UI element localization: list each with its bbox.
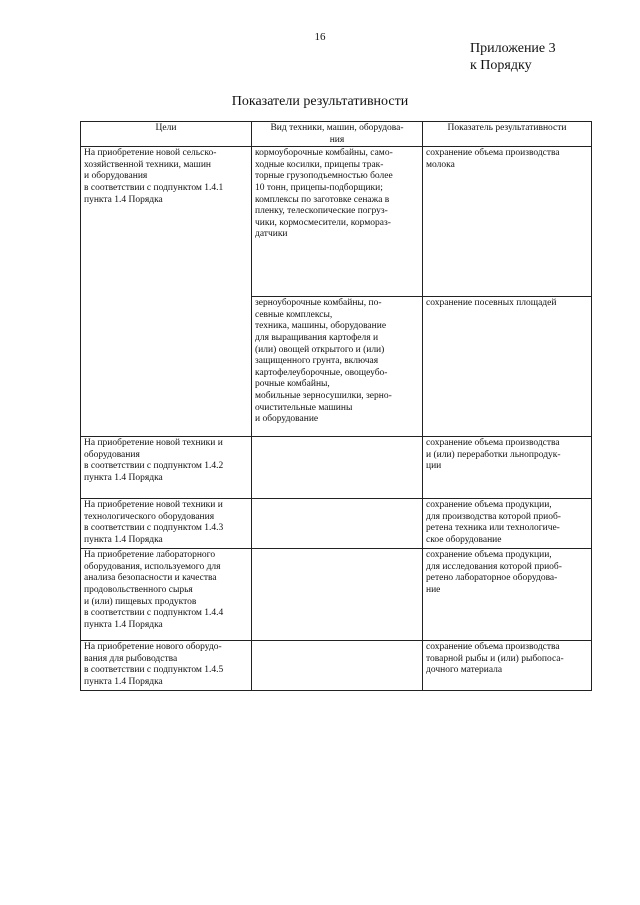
indicator-cell: сохранение объема производства товарной рыбы и (или) рыбопоса- дочного материала xyxy=(423,641,592,691)
appendix-line-2: к Порядку xyxy=(470,58,532,73)
performance-indicators-table xyxy=(80,121,592,691)
table-row xyxy=(81,437,592,499)
indicator-cell: сохранение объема продукции, для производства которой приоб- ретена техника или технологиче- ское оборудование xyxy=(423,499,592,549)
goal-cell: На приобретение лабораторного оборудования, используемого для анализа безопасности и качества продовольственного сырья и (или) пищевых продуктов в соответствии с подпунктом 1.4.4 пункта 1.4 Порядка xyxy=(81,549,252,641)
header-goals: Цели xyxy=(81,122,252,147)
header-equipment-type: Вид техники, машин, оборудова- ния xyxy=(252,122,423,147)
table-header-row xyxy=(81,122,592,147)
indicator-cell: сохранение объема продукции, для исследования которой приоб- ретено лабораторное оборудова- ние xyxy=(423,549,592,641)
goal-cell: На приобретение новой сельско- хозяйственной техники, машин и оборудования в соответствии с подпунктом 1.4.1 пункта 1.4 Порядка xyxy=(81,147,252,437)
indicator-cell: сохранение объема производства молока xyxy=(423,147,592,297)
equipment-cell xyxy=(252,499,423,549)
appendix-line-1: Приложение 3 xyxy=(470,41,556,56)
goal-cell: На приобретение новой техники и оборудования в соответствии с подпунктом 1.4.2 пункта 1.4 Порядка xyxy=(81,437,252,499)
document-title: Показатели результативности xyxy=(231,94,409,109)
appendix-reference xyxy=(470,40,556,74)
equipment-cell xyxy=(252,437,423,499)
indicator-cell: сохранение объема производства и (или) переработки льнопродук- ции xyxy=(423,437,592,499)
goal-cell: На приобретение новой техники и технологического оборудования в соответствии с подпунктом 1.4.3 пункта 1.4 Порядка xyxy=(81,499,252,549)
equipment-cell: кормоуборочные комбайны, само- ходные косилки, прицепы трак- торные грузоподъемностью более 10 тонн, прицепы-подборщики; комплексы по заготовке сенажа в пленку, телескопические погруз- чики, кормосмесители, кормораз- датчики xyxy=(252,147,423,297)
equipment-cell: зерноуборочные комбайны, по- севные комплексы, техника, машины, оборудование для выращивания картофеля и (или) овощей открытого и (или) защищенного грунта, включая картофелеуборочные, овощеубо- рочные комбайны, мобильные зерносушилки, зерно- очистительные машины и оборудование xyxy=(252,297,423,437)
equipment-cell xyxy=(252,641,423,691)
page-number: 16 xyxy=(314,31,326,43)
table-row xyxy=(81,147,592,297)
goal-cell: На приобретение нового оборудо- вания для рыбоводства в соответствии с подпунктом 1.4.5 пункта 1.4 Порядка xyxy=(81,641,252,691)
table-row xyxy=(81,549,592,641)
header-indicator: Показатель результативности xyxy=(423,122,592,147)
equipment-cell xyxy=(252,549,423,641)
table-row xyxy=(81,641,592,691)
indicator-cell: сохранение посевных площадей xyxy=(423,297,592,437)
table-row xyxy=(81,499,592,549)
